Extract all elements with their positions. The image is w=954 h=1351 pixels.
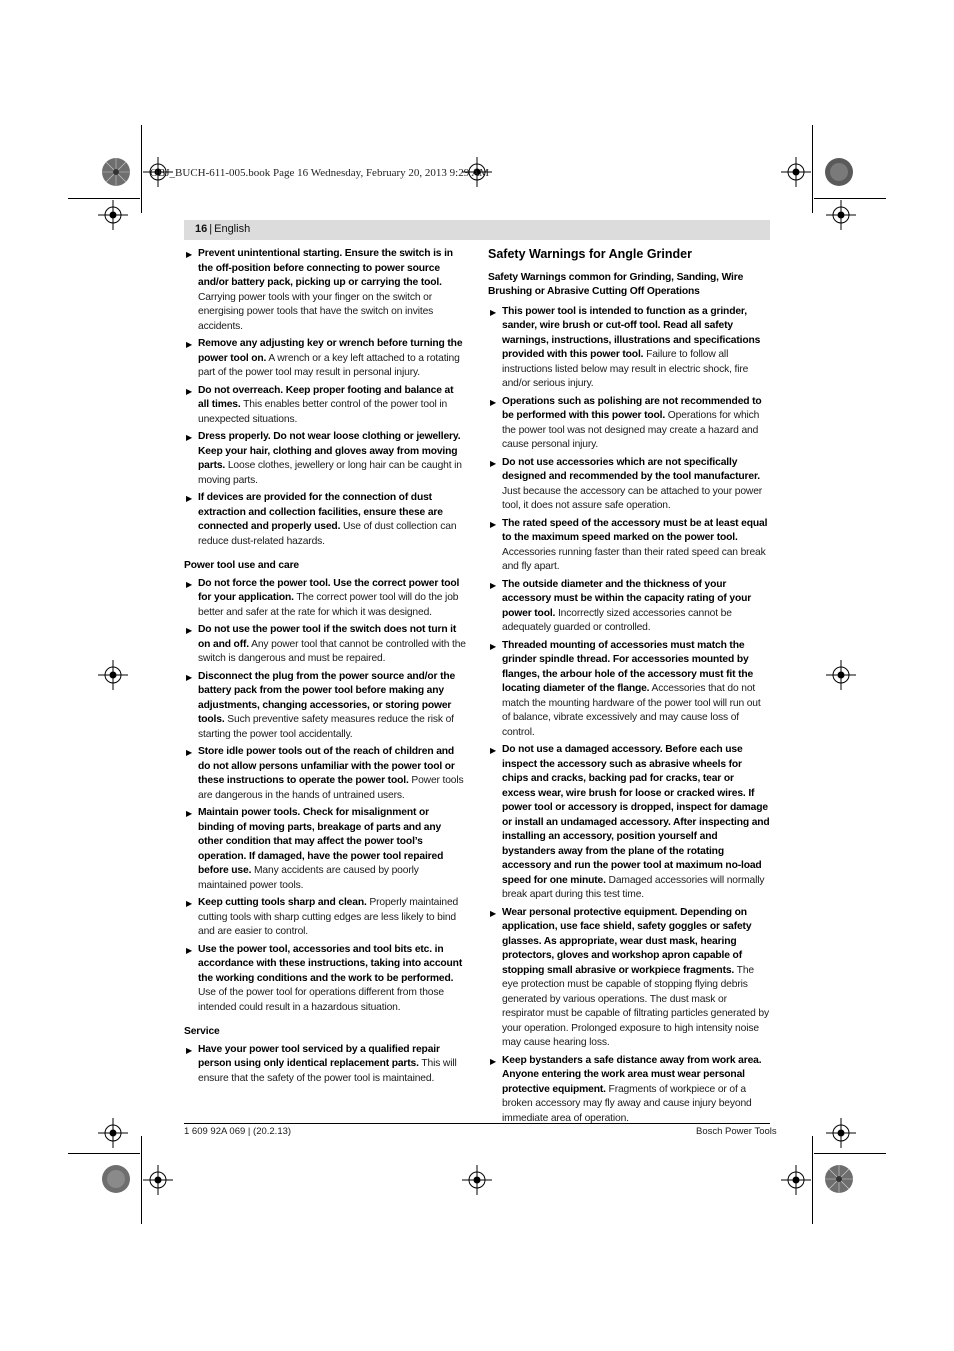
- list-item: [184, 247, 466, 334]
- registration-mark-icon: [100, 156, 132, 188]
- item-emphasis: If devices are provided for the connection of dust extraction and collection facilities, ensure these are connected and properly used.: [198, 492, 443, 532]
- list-item: [488, 517, 770, 575]
- item-emphasis: Operations such as polishing are not recommended to be performed with this power tool.: [502, 395, 762, 421]
- item-text: The correct power tool will do the job better and safer at the rate for which it was designed.: [198, 592, 459, 618]
- page-header: [195, 223, 250, 235]
- item-text: Accessories that do not match the mounting hardware of the power tool will run out of balance, vibrate excessively and may cause loss of control.: [502, 683, 761, 738]
- list-item: [184, 806, 466, 893]
- item-emphasis: Do not use a damaged accessory. Before each use inspect the accessory such as abrasive wheels for chips and cracks, backing pad for cracks, tear or excess wear, wire brush for loose or cracked wires. If power tool or accessory is dropped, inspect for damage or install an undamaged accessory. After inspecting and installing an accessory, position yourself and bystanders away from the plane of the rotating accessory and run the power tool at maximum no-load speed for one minute.: [502, 744, 770, 886]
- bullet-arrow-icon: ▶: [490, 307, 497, 317]
- item-text: Many accidents are caused by poorly maintained power tools.: [198, 865, 419, 891]
- crosshair-mark-icon: [781, 1165, 811, 1195]
- bullet-arrow-icon: ▶: [186, 433, 193, 442]
- list-power-tool-use: [184, 577, 466, 1016]
- list-item: [184, 491, 466, 549]
- item-text: Power tools are dangerous in the hands of untrained users.: [198, 775, 464, 801]
- header-separator: |: [209, 223, 213, 235]
- list-item: [488, 1054, 770, 1127]
- bullet-arrow-icon: ▶: [490, 580, 497, 590]
- item-emphasis: Keep cutting tools sharp and clean.: [198, 897, 367, 908]
- item-text: This will ensure that the safety of the power tool is maintained.: [198, 1058, 457, 1084]
- list-angle-grinder-warnings: [488, 305, 770, 1127]
- bullet-arrow-icon: ▶: [186, 672, 193, 682]
- list-item: [184, 1043, 466, 1087]
- list-item: [488, 456, 770, 514]
- crosshair-mark-icon: [826, 1118, 856, 1148]
- registration-mark-icon: [100, 1163, 132, 1195]
- bullet-arrow-icon: ▶: [186, 626, 193, 635]
- item-emphasis: Remove any adjusting key or wrench before turning the power tool on.: [198, 338, 463, 364]
- item-text: Failure to follow all instructions listed below may result in electric shock, fire and/or serious injury.: [502, 349, 749, 389]
- item-emphasis: The rated speed of the accessory must be at least equal to the maximum speed marked on the power tool.: [502, 517, 768, 543]
- list-item: [184, 896, 466, 940]
- item-text: Just because the accessory can be attached to your power tool, it does not assure safe operation.: [502, 485, 763, 511]
- bullet-arrow-icon: ▶: [490, 397, 497, 407]
- bullet-arrow-icon: ▶: [186, 1045, 193, 1055]
- bullet-arrow-icon: ▶: [490, 746, 497, 755]
- list-item: [488, 639, 770, 741]
- footer-brand: Bosch Power Tools: [696, 1126, 777, 1137]
- list-item: [488, 906, 770, 1051]
- list-item: [488, 305, 770, 392]
- list-item: [184, 577, 466, 621]
- item-text: Properly maintained cutting tools with sharp cutting edges are less likely to bind and are easier to control.: [198, 897, 459, 937]
- bullet-arrow-icon: ▶: [490, 641, 497, 651]
- item-emphasis: Store idle power tools out of the reach of children and do not allow persons unfamiliar with the power tool or these instructions to operate the power tool.: [198, 746, 455, 786]
- item-text: The eye protection must be capable of stopping flying debris generated by various operations. The dust mask or respirator must be capable of filtrating particles generated by your operation. Prolonged exposure to high intensity noise may cause hearing loss.: [502, 964, 769, 1048]
- bullet-arrow-icon: ▶: [186, 494, 193, 503]
- item-emphasis: Threaded mounting of accessories must match the grinder spindle thread. For accessories mounted by flanges, the arbour hole of the accessory must fit the locating diameter of the flange.: [502, 639, 754, 694]
- registration-mark-icon: [823, 156, 855, 188]
- item-emphasis: Disconnect the plug from the power source and/or the battery pack from the power tool before making any adjustments, changing accessories, or storing power tools.: [198, 670, 456, 725]
- bullet-arrow-icon: ▶: [186, 579, 193, 589]
- item-emphasis: Maintain power tools. Check for misalignment or binding of moving parts, breakage of parts and any other condition that may affect the power tool’s operation. If damaged, have the power tool repaired before use.: [198, 807, 444, 876]
- crosshair-mark-icon: [826, 200, 856, 230]
- item-text: Any power tool that cannot be controlled with the switch is dangerous and must be repaired.: [198, 638, 466, 664]
- item-emphasis: The outside diameter and the thickness of your accessory must be within the capacity rating of your power tool.: [502, 578, 752, 619]
- section-heading-power-tool-use: Power tool use and care: [184, 560, 299, 571]
- bullet-arrow-icon: ▶: [186, 340, 193, 349]
- item-emphasis: Keep bystanders a safe distance away from work area. Anyone entering the work area must wear personal protective equipment.: [502, 1054, 762, 1095]
- item-text: This enables better control of the power tool in unexpected situations.: [198, 399, 448, 425]
- item-text: A wrench or a key left attached to a rotating part of the power tool may result in personal injury.: [198, 352, 460, 378]
- crosshair-mark-icon: [826, 660, 856, 690]
- item-emphasis: Prevent unintentional starting. Ensure the switch is in the off-position before connecting to power source and/or battery pack, picking up or carrying the tool.: [198, 248, 453, 288]
- list-service: [184, 1043, 466, 1087]
- bullet-arrow-icon: ▶: [186, 386, 193, 396]
- list-item: [488, 743, 770, 903]
- page-header-bar: [184, 220, 770, 240]
- list-item: [488, 395, 770, 453]
- section-subtitle-common-warnings: Safety Warnings common for Grinding, Sanding, Wire Brushing or Abrasive Cutting Off Operations: [488, 271, 744, 297]
- item-text: Loose clothes, jewellery or long hair can be caught in moving parts.: [198, 460, 462, 486]
- bullet-arrow-icon: ▶: [490, 908, 497, 918]
- item-emphasis: This power tool is intended to function as a grinder, sander, wire brush or cut-off tool. Read all safety warnings, instructions, illustrations and specifications provided with this power tool.: [502, 305, 761, 360]
- registration-mark-icon: [823, 1163, 855, 1195]
- item-text: Accessories running faster than their rated speed can break and fly apart.: [502, 546, 766, 572]
- item-text: Damaged accessories will normally break apart during this test time.: [502, 874, 765, 900]
- footer-document-number: 1 609 92A 069 | (20.2.13): [184, 1126, 292, 1137]
- list-item: [184, 745, 466, 803]
- bullet-arrow-icon: ▶: [186, 899, 193, 908]
- crosshair-mark-icon: [781, 157, 811, 187]
- item-text: Fragments of workpiece or of a broken accessory may fly away and cause injury beyond immediate area of operation.: [502, 1083, 752, 1124]
- bullet-arrow-icon: ▶: [490, 519, 497, 529]
- bullet-arrow-icon: ▶: [186, 945, 193, 955]
- bullet-arrow-icon: ▶: [186, 748, 193, 757]
- item-text: Use of the power tool for operations different from those intended could result in a hazardous situation.: [198, 987, 444, 1013]
- crosshair-mark-icon: [98, 660, 128, 690]
- footer-rule: [184, 1123, 770, 1124]
- list-item: [184, 384, 466, 428]
- item-text: Such preventive safety measures reduce the risk of starting the power tool accidentally.: [198, 714, 454, 740]
- right-column: [488, 247, 770, 1129]
- crosshair-mark-icon: [143, 1165, 173, 1195]
- item-emphasis: Do not force the power tool. Use the correct power tool for your application.: [198, 577, 460, 603]
- item-emphasis: Do not use the power tool if the switch does not turn it on and off.: [198, 624, 457, 650]
- item-text: Incorrectly sized accessories cannot be adequately guarded or controlled.: [502, 607, 732, 633]
- list-item: [488, 578, 770, 636]
- list-item: [184, 623, 466, 667]
- section-title-angle-grinder: Safety Warnings for Angle Grinder: [488, 247, 692, 261]
- list-item: [184, 670, 466, 743]
- item-text: Operations for which the power tool was not designed may create a hazard and cause personal injury.: [502, 410, 760, 450]
- list-item: [184, 337, 466, 381]
- list-item: [184, 430, 466, 488]
- list-general-safety: [184, 247, 466, 549]
- crosshair-mark-icon: [98, 200, 128, 230]
- item-emphasis: Dress properly. Do not wear loose clothing or jewellery. Keep your hair, clothing and gloves away from moving parts.: [198, 431, 461, 471]
- item-emphasis: Do not use accessories which are not specifically designed and recommended by the tool manufacturer.: [502, 456, 760, 482]
- crosshair-mark-icon: [462, 1165, 492, 1195]
- page-number: 16: [195, 223, 208, 235]
- item-text: Use of dust collection can reduce dust-related hazards.: [198, 521, 457, 547]
- bullet-arrow-icon: ▶: [490, 458, 497, 468]
- left-column: [184, 247, 466, 1089]
- crosshair-mark-icon: [98, 1118, 128, 1148]
- item-emphasis: Do not overreach. Keep proper footing and balance at all times.: [198, 384, 454, 410]
- print-slug: OBJ_BUCH-611-005.book Page 16 Wednesday, February 20, 2013 9:29 AM: [150, 167, 490, 179]
- bullet-arrow-icon: ▶: [186, 809, 193, 818]
- header-language: English: [214, 223, 251, 235]
- bullet-arrow-icon: ▶: [490, 1056, 497, 1066]
- list-item: [184, 943, 466, 1016]
- item-emphasis: Have your power tool serviced by a qualified repair person using only identical replacement parts.: [198, 1043, 440, 1069]
- bullet-arrow-icon: ▶: [186, 250, 193, 259]
- item-emphasis: Use the power tool, accessories and tool bits etc. in accordance with these instructions, taking into account the working conditions and the work to be performed.: [198, 943, 463, 984]
- item-text: Carrying power tools with your finger on the switch or energising power tools that have the switch on invites accidents.: [198, 291, 434, 332]
- section-heading-service: Service: [184, 1026, 220, 1037]
- item-emphasis: Wear personal protective equipment. Depending on application, use face shield, safety goggles or safety glasses. As appropriate, wear dust mask, hearing protectors, gloves and workshop apron capable of stopping small abrasive or workpiece fragments.: [502, 906, 752, 976]
